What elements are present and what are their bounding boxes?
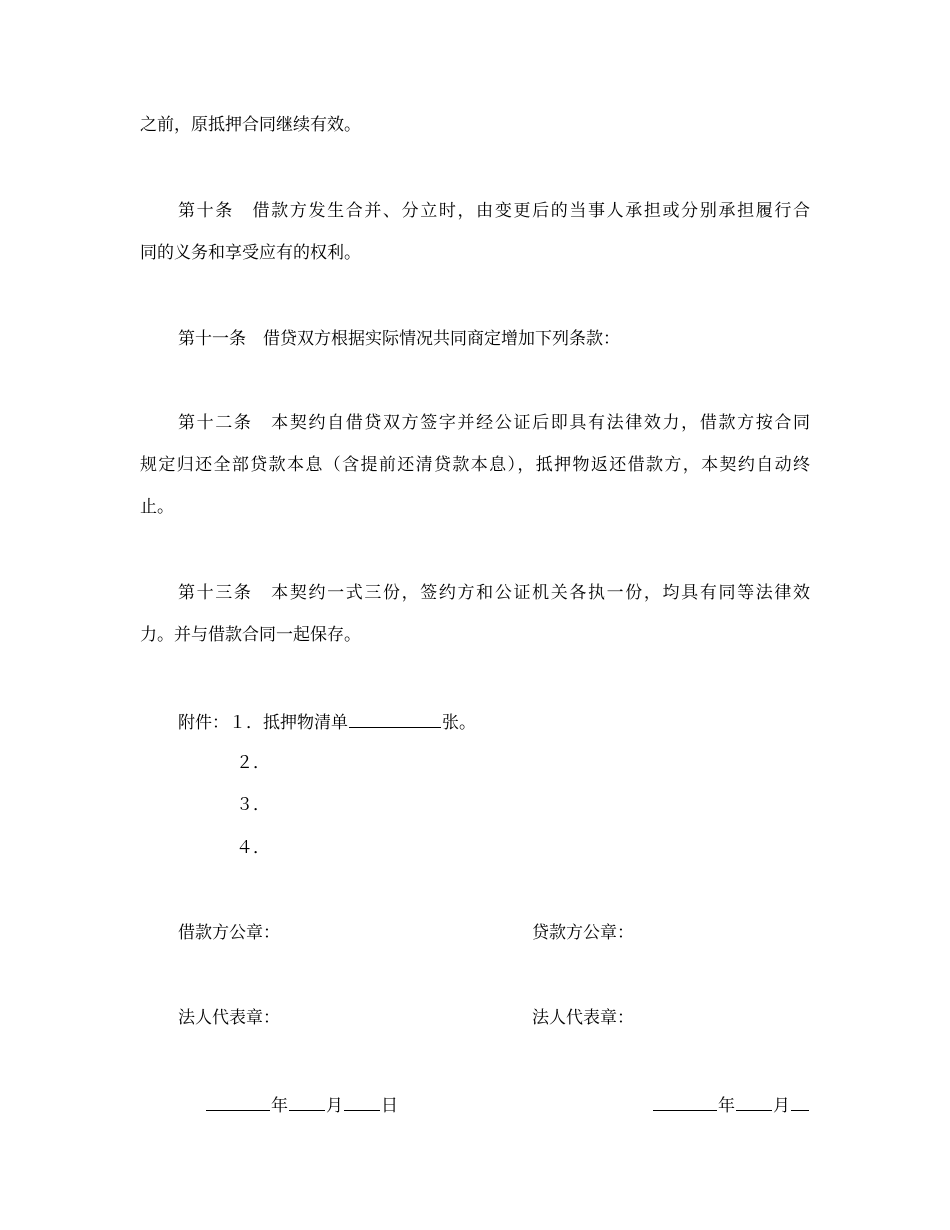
borrower-month-label: 月: [326, 1096, 343, 1116]
lender-rep-label: 法人代表章：: [532, 1008, 634, 1028]
attachment-4-number: ４．: [236, 838, 270, 858]
attachment-1-text: 抵押物清单: [263, 713, 348, 733]
lender-seal-label: 贷款方公章：: [532, 923, 634, 943]
article-12-line-3: 止。: [140, 497, 174, 517]
article-13-line-2: 力。并与借款合同一起保存。: [140, 625, 361, 645]
borrower-month-blank: [289, 1093, 325, 1111]
attachments-label: 附件：: [178, 713, 229, 733]
borrower-rep-label: 法人代表章：: [178, 1008, 280, 1028]
article-10-line-1: 第十条 借款方发生合并、分立时，由变更后的当事人承担或分别承担履行合: [178, 201, 810, 221]
article-13-line-1: 第十三条 本契约一式三份，签约方和公证机关各执一份，均具有同等法律效: [178, 583, 810, 603]
lender-date: [652, 1093, 810, 1117]
attachments-line-1: [178, 710, 476, 734]
attachment-2-number: ２．: [236, 753, 270, 773]
lender-day-blank: [791, 1093, 809, 1111]
borrower-year-blank: [206, 1093, 270, 1111]
attachment-1-blank: [349, 710, 441, 728]
borrower-year-label: 年: [271, 1096, 288, 1116]
lender-month-blank: [736, 1093, 772, 1111]
borrower-day-blank: [344, 1093, 380, 1111]
borrower-date: [205, 1093, 398, 1117]
borrower-day-label: 日: [381, 1096, 398, 1116]
lender-year-blank: [653, 1093, 717, 1111]
lender-year-label: 年: [718, 1096, 735, 1116]
article-11-line-1: 第十一条 借贷双方根据实际情况共同商定增加下列条款：: [178, 329, 620, 349]
article-9-tail: 之前，原抵押合同继续有效。: [140, 115, 361, 135]
borrower-seal-label: 借款方公章：: [178, 923, 280, 943]
article-12-line-1: 第十二条 本契约自借贷双方签字并经公证后即具有法律效力，借款方按合同: [178, 413, 810, 433]
attachment-3-number: ３．: [236, 795, 270, 815]
attachment-1-number: １．: [229, 713, 263, 733]
article-12-line-2: 规定归还全部贷款本息（含提前还清贷款本息），抵押物返还借款方，本契约自动终: [140, 455, 810, 475]
article-10-line-2: 同的义务和享受应有的权利。: [140, 243, 361, 263]
lender-month-label: 月: [773, 1096, 790, 1116]
attachment-1-unit: 张。: [442, 713, 476, 733]
